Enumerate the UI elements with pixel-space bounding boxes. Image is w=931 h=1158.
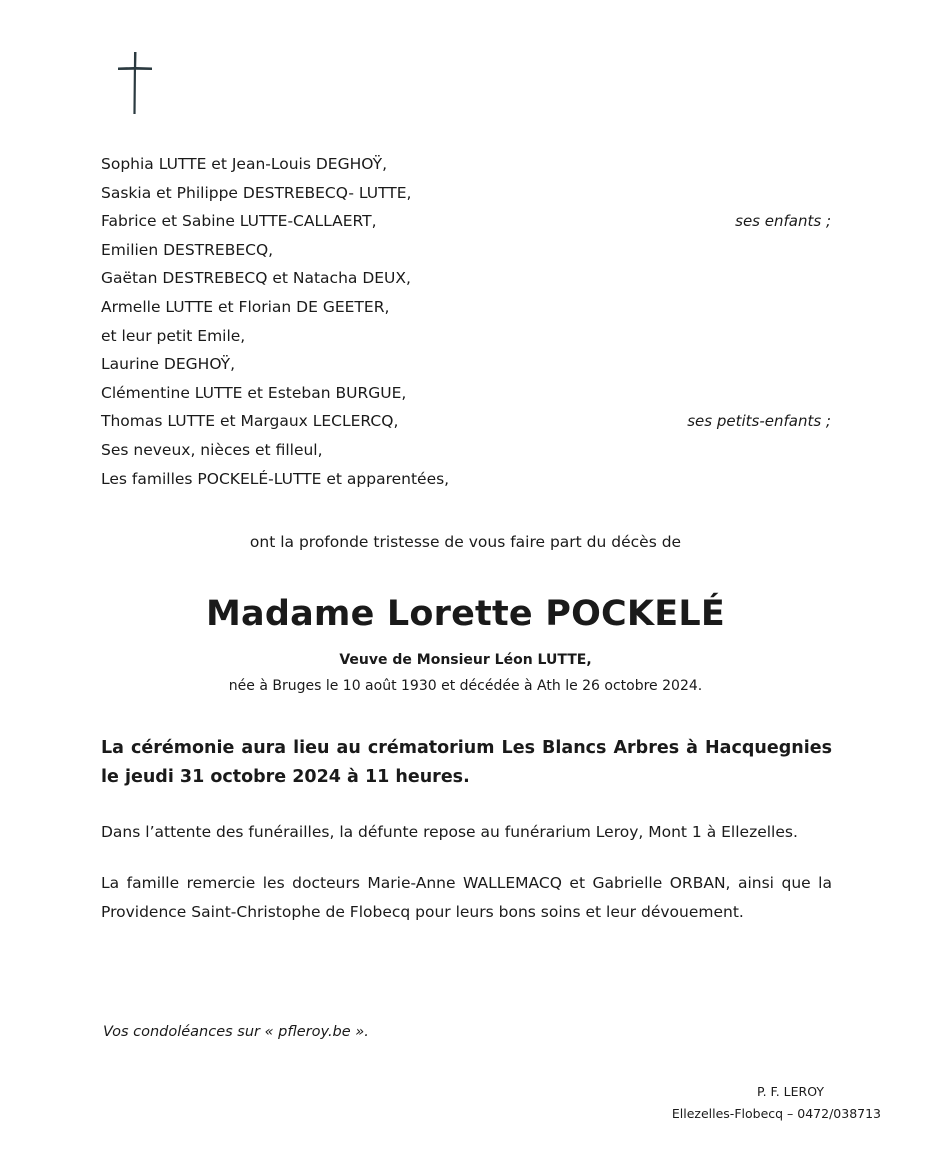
family-line bbox=[101, 350, 831, 379]
cross-icon bbox=[117, 52, 153, 114]
family-line-text: Les familles POCKELÉ-LUTTE et apparentées, bbox=[101, 469, 450, 488]
family-line-text: Emilien DESTREBECQ, bbox=[101, 240, 274, 259]
family-line-text: Laurine DEGHOŸ, bbox=[101, 355, 236, 374]
family-line-text: Clémentine LUTTE et Esteban BURGUE, bbox=[101, 383, 407, 402]
family-line-text: Gaëtan DESTREBECQ et Natacha DEUX, bbox=[101, 269, 411, 288]
family-line bbox=[101, 150, 831, 179]
grandchildren-label: ses petits-enfants ; bbox=[687, 412, 831, 431]
family-line-text: Sophia LUTTE et Jean-Louis DEGHOŸ, bbox=[101, 155, 387, 173]
family-line bbox=[101, 379, 831, 408]
condolences-line: Vos condoléances sur « pfleroy.be ». bbox=[103, 1024, 369, 1040]
family-line-text: Armelle LUTTE et Florian DE GEETER, bbox=[101, 297, 390, 316]
family-line bbox=[101, 436, 831, 465]
family-line bbox=[101, 264, 831, 293]
family-line-text: Ses neveux, nièces et filleul, bbox=[101, 440, 323, 459]
family-line-text: Thomas LUTTE et Margaux LECLERCQ, bbox=[101, 412, 399, 431]
family-line bbox=[101, 407, 831, 436]
rest-info: Dans l’attente des funérailles, la défunte repose au funérarium Leroy, Mont 1 à Ellezelles. bbox=[101, 823, 798, 841]
family-line bbox=[101, 322, 831, 351]
family-line bbox=[101, 465, 831, 494]
family-line-text: Saskia et Philippe DESTREBECQ- LUTTE, bbox=[101, 183, 412, 202]
announcement-intro: ont la profonde tristesse de vous faire part du décès de bbox=[249, 533, 682, 551]
family-line bbox=[101, 293, 831, 322]
family-list bbox=[101, 150, 831, 493]
deceased-name: Madame Lorette POCKELÉ bbox=[206, 594, 725, 634]
widow-line: Veuve de Monsieur Léon LUTTE, bbox=[339, 652, 592, 668]
family-line bbox=[101, 179, 831, 208]
family-line bbox=[101, 207, 831, 236]
funeral-home-contact: Ellezelles-Flobecq – 0472/038713 bbox=[671, 1106, 881, 1121]
birth-death-dates: née à Bruges le 10 août 1930 et décédée à Ath le 26 octobre 2024. bbox=[228, 678, 703, 694]
family-line-text: et leur petit Emile, bbox=[101, 326, 246, 345]
funeral-home-signature bbox=[672, 1081, 881, 1125]
ceremony-info: La cérémonie aura lieu au crématorium Les Blancs Arbres à Hacquegnies le jeudi 31 octobre 2024 à 11 heures. bbox=[101, 738, 832, 787]
funeral-home-name: P. F. LEROY bbox=[756, 1084, 824, 1099]
family-line bbox=[101, 236, 831, 265]
family-line-text: Fabrice et Sabine LUTTE-CALLAERT, bbox=[101, 212, 377, 231]
children-label: ses enfants ; bbox=[735, 212, 831, 231]
thanks-paragraph: La famille remercie les docteurs Marie-Anne WALLEMACQ et Gabrielle ORBAN, ainsi que la Providence Saint-Christophe de Flobecq pour leurs bons soins et leur dévouement. bbox=[101, 874, 832, 921]
